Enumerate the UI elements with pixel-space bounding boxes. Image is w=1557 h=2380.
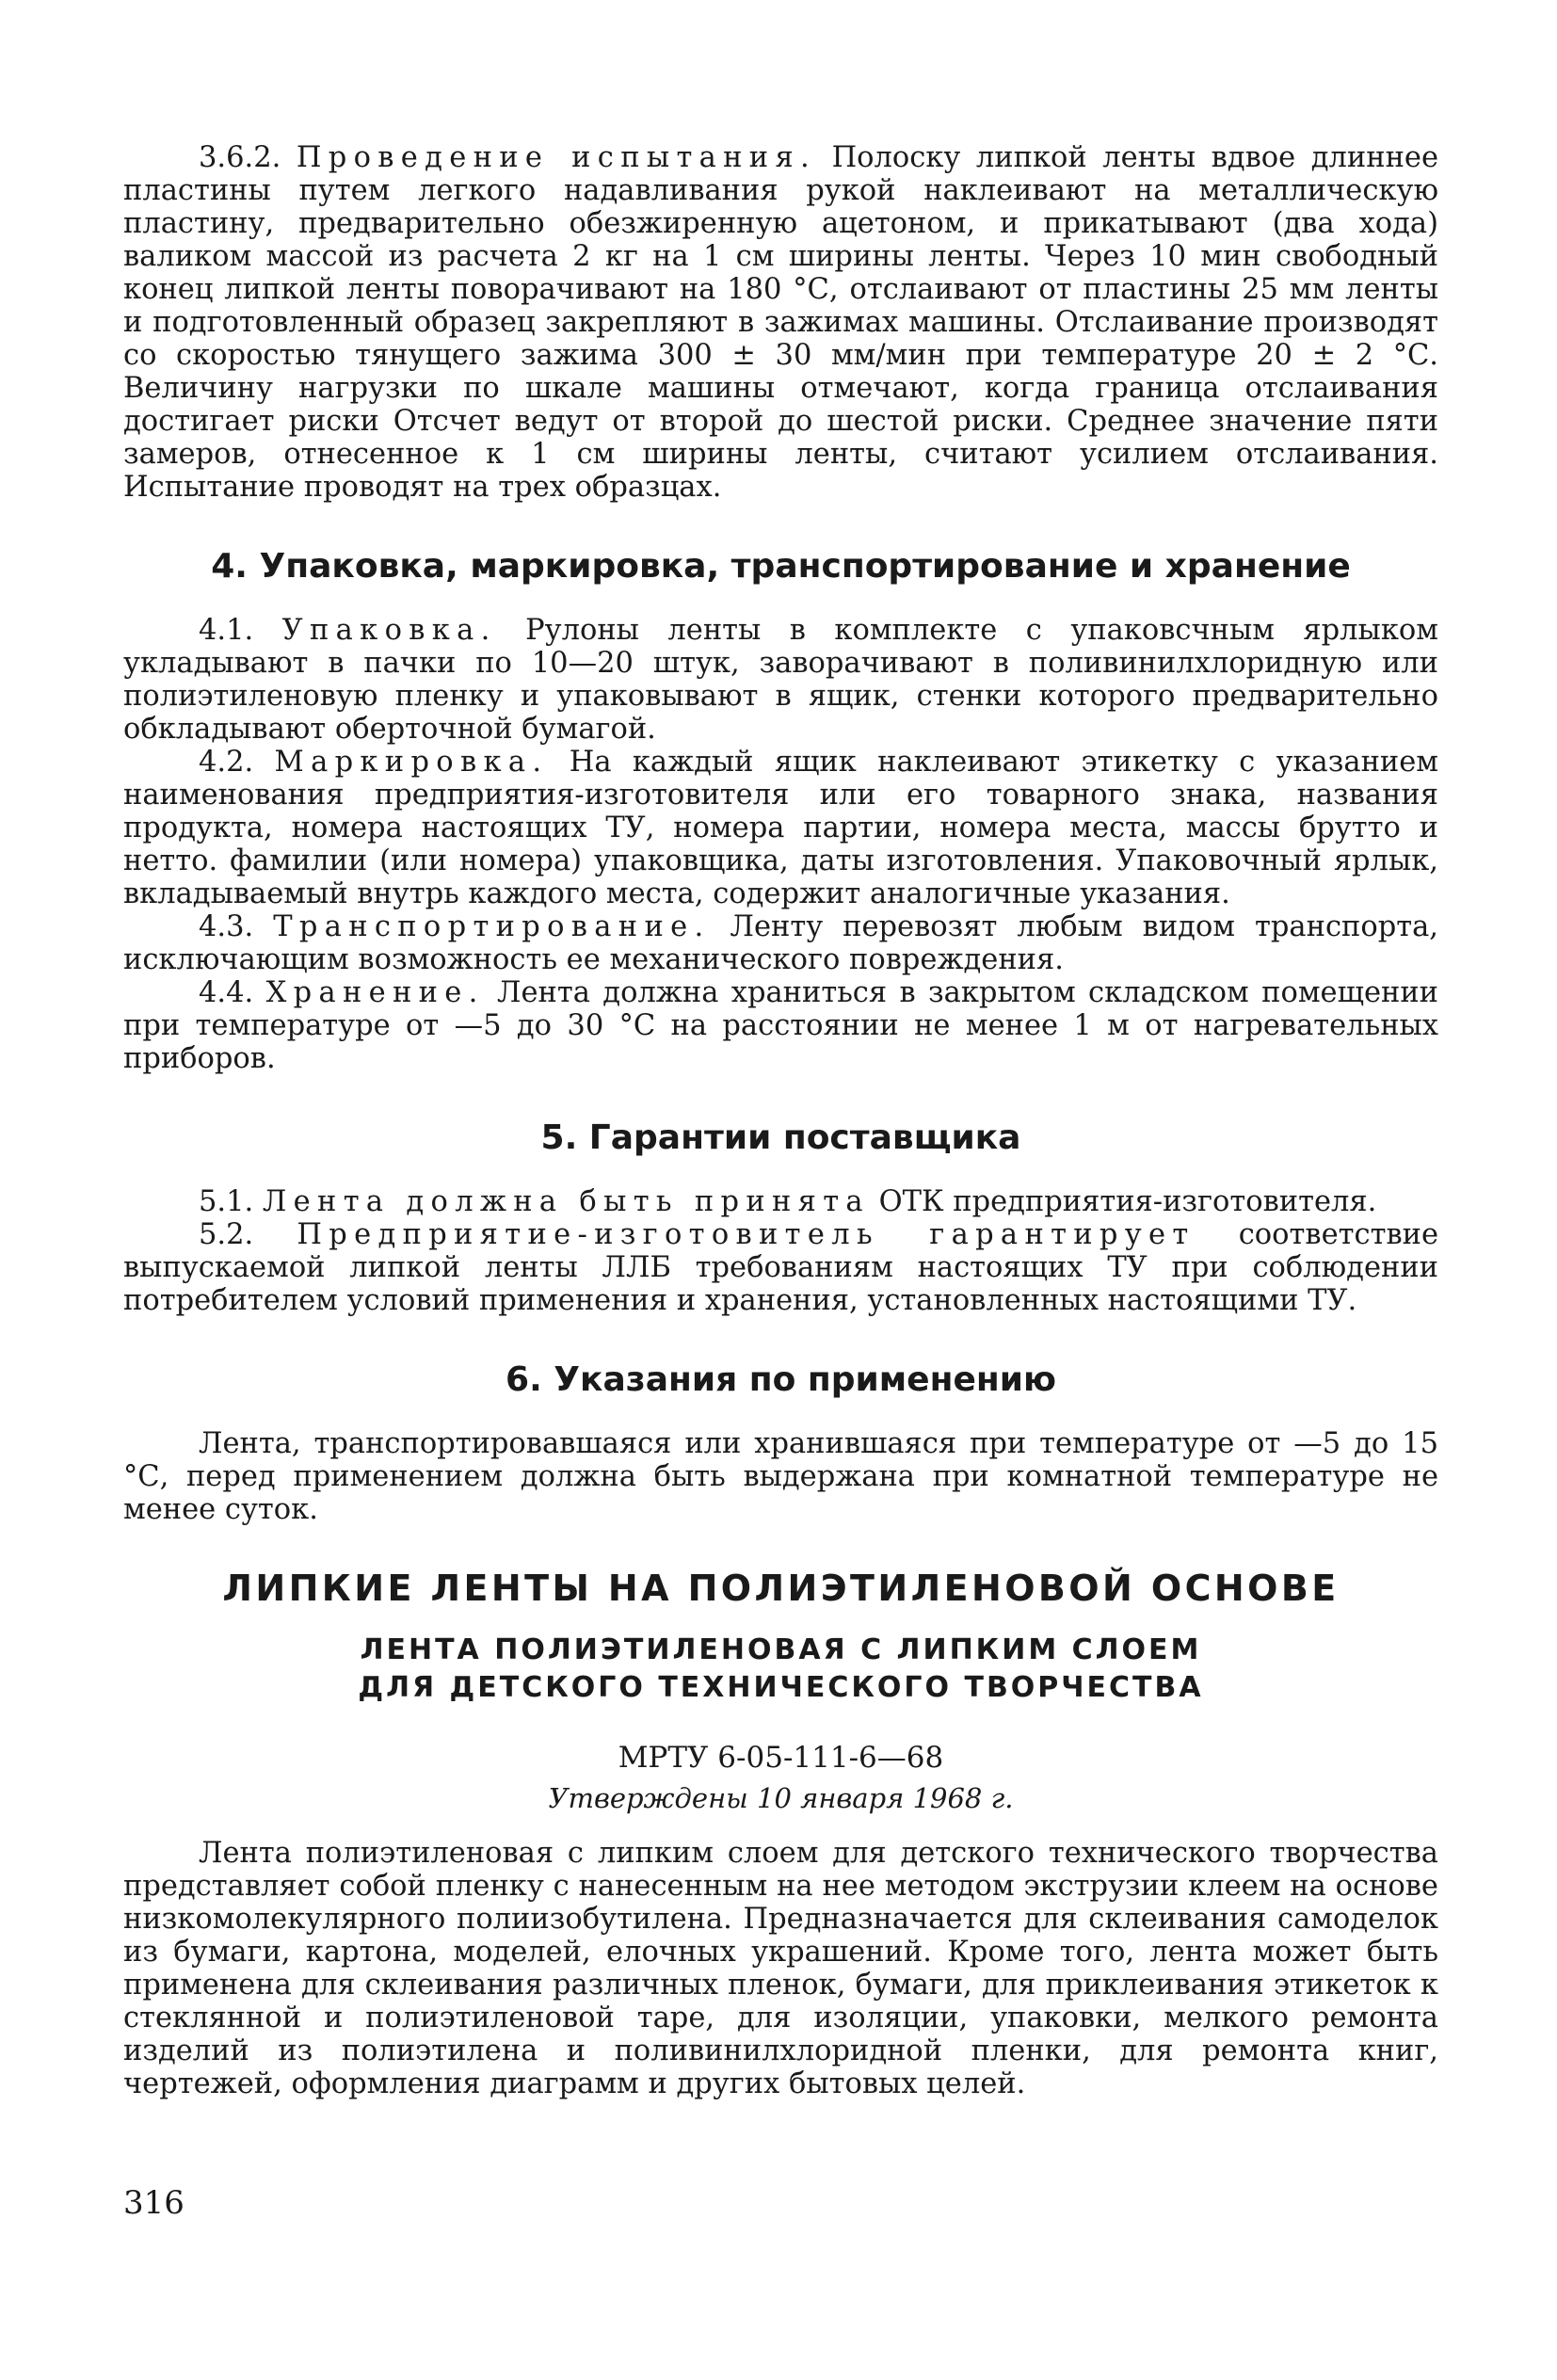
- paragraph-number: 5.1.: [199, 1185, 254, 1218]
- paragraph-text: ОТК предприятия-изготовителя.: [878, 1185, 1377, 1218]
- paragraph-number: 5.2.: [199, 1218, 254, 1251]
- approval-date: Утверждены 10 января 1968 г.: [548, 1782, 1014, 1814]
- paragraph-text: Лента должна храниться в закрытом складском помещении при температуре от —5 до 30 °С на расстоянии не менее 1 м от нагревательных приборов.: [123, 976, 1438, 1075]
- paragraph-title: Маркировка.: [274, 746, 549, 779]
- paragraph-3-6-2: [123, 141, 1438, 504]
- paragraph-number: 4.1.: [199, 614, 254, 647]
- paragraph-title: Проведение испытания.: [296, 141, 817, 174]
- paragraph-title: Лента должна быть принята: [262, 1185, 870, 1218]
- chapter-subtitle-line-2: ДЛЯ ДЕТСКОГО ТЕХНИЧЕСКОГО ТВОРЧЕСТВА: [358, 1671, 1204, 1704]
- paragraph-text: соответствие выпускаемой липкой ленты ЛЛБ требованиям настоящих ТУ при соблюдении потребителем условий применения и хранения, установленных настоящими ТУ.: [123, 1218, 1438, 1317]
- paragraph-number: 3.6.2.: [199, 141, 281, 174]
- chapter-subtitle-line-1: ЛЕНТА ПОЛИЭТИЛЕНОВАЯ С ЛИПКИМ СЛОЕМ: [360, 1633, 1202, 1666]
- paragraph-number: 4.3.: [199, 910, 254, 943]
- paragraph-text: Ленту перевозят любым видом транспорта, исключающим возможность ее механического повреждения.: [123, 910, 1438, 976]
- paragraph-text: Полоску липкой ленты вдвое длиннее пластины путем легкого надавливания рукой наклеивают на металлическую пластину, предварительно обезжиренную ацетоном, и прикатывают (два хода) валиком массой из расчета 2 кг на 1 см ширины ленты. Через 10 мин свободный конец липкой ленты поворачивают на 180 °С, отслаивают от пластины 25 мм ленты и подготовленный образец закрепляют в зажимах машины. Отслаивание производят со скоростью тянущего зажима 300 ± 30 мм/мин при температуре 20 ± 2 °С. Величину нагрузки по шкале машины отмечают, когда граница отслаивания достигает риски Отсчет ведут от второй до шестой риски. Среднее значение пяти замеров, отнесенное к 1 см ширины ленты, считают усилием отслаивания. Испытание проводят на трех образцах.: [123, 141, 1438, 504]
- paragraph-6: Лента, транспортировавшаяся или хранившаяся при температуре от —5 до 15 °С, перед применением должна быть выдержана при комнатной температуре не менее суток.: [123, 1427, 1438, 1526]
- paragraph-text: На каждый ящик наклеивают этикетку с указанием наименования предприятия-изготовителя или его товарного знака, названия продукта, номера настоящих ТУ, номера партии, номера места, массы брутто и нетто. фамилии (или номера) упаковщика, даты изготовления. Упаковочный ярлык, вкладываемый внутрь каждого места, содержит аналогичные указания.: [123, 746, 1438, 910]
- paragraph-title: Упаковка.: [281, 614, 497, 647]
- paragraph-title: Предприятие-изготовитель гарантирует: [297, 1218, 1196, 1251]
- paragraph-5-2: [123, 1218, 1438, 1317]
- paragraph-4-1: [123, 614, 1438, 746]
- paragraph-text: Рулоны ленты в комплекте с упаковсчным ярлыком укладывают в пачки по 10—20 штук, заворачивают в поливинилхлоридную или полиэтиленовую пленку и упаковывают в ящик, стенки которого предварительно обкладывают оберточной бумагой.: [123, 614, 1438, 746]
- paragraph-4-3: [123, 910, 1438, 976]
- paragraph-5-1: [123, 1185, 1438, 1218]
- paragraph-title: Хранение.: [265, 976, 485, 1009]
- page-number: 316: [123, 2184, 185, 2222]
- chapter-title: ЛИПКИЕ ЛЕНТЫ НА ПОЛИЭТИЛЕНОВОЙ ОСНОВЕ: [222, 1568, 1340, 1609]
- section-heading-5: 5. Гарантии поставщика: [540, 1118, 1021, 1157]
- paragraph-title: Транспортирование.: [273, 910, 711, 943]
- standard-code: МРТУ 6-05-111-6—68: [618, 1741, 944, 1775]
- paragraph-4-2: [123, 746, 1438, 910]
- paragraph-number: 4.2.: [199, 746, 254, 779]
- section-heading-6: 6. Указания по применению: [506, 1360, 1056, 1399]
- paragraph-number: 4.4.: [199, 976, 254, 1009]
- chapter-intro-paragraph: Лента полиэтиленовая с липким слоем для детского технического творчества представляет собой пленку с нанесенным на нее методом экструзии клеем на основе низкомолекулярного полиизобутилена. Предназначается для склеивания самоделок из бумаги, картона, моделей, елочных украшений. Кроме того, лента может быть применена для склеивания различных пленок, бумаги, для приклеивания этикеток к стеклянной и полиэтиленовой таре, для изоляции, упаковки, мелкого ремонта изделий из полиэтилена и поливинилхлоридной пленки, для ремонта книг, чертежей, оформления диаграмм и других бытовых целей.: [123, 1837, 1438, 2100]
- paragraph-4-4: [123, 976, 1438, 1075]
- section-heading-4: 4. Упаковка, маркировка, транспортирование и хранение: [211, 547, 1351, 586]
